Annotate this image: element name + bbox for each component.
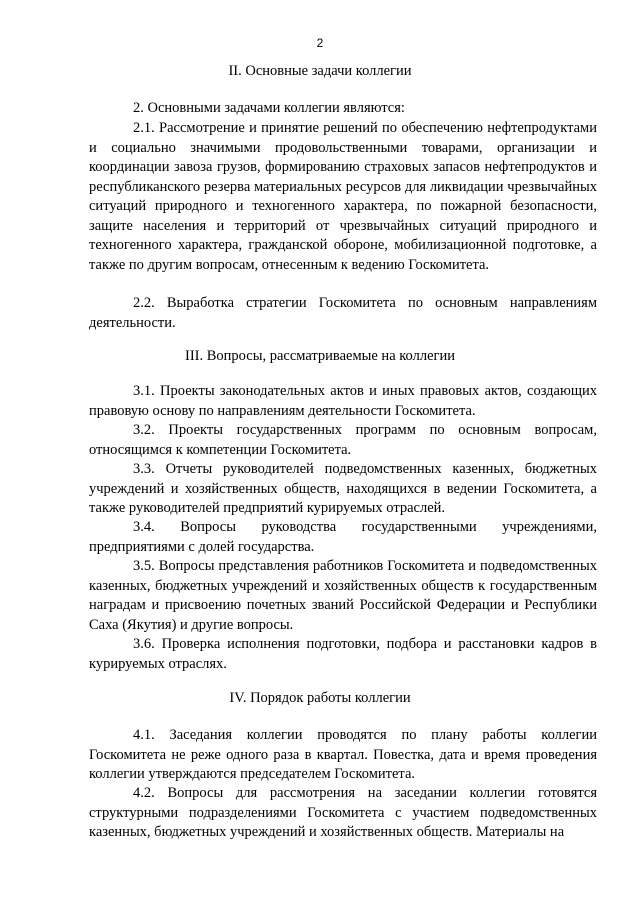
- paragraph-2-intro: 2. Основными задачами коллегии являются:: [133, 100, 405, 116]
- paragraph-4-2: 4.2. Вопросы для рассмотрения на заседании коллегии готовятся структурными подразделениями Госкомитета с участием подведомственных казенных, бюджетных учреждений и хозяйственных обществ. Материалы на: [89, 785, 597, 840]
- page-number: 2: [316, 36, 324, 50]
- paragraph-3-4: 3.4. Вопросы руководства государственными учреждениями, предприятиями с долей государства.: [89, 519, 597, 555]
- paragraph-3-5: 3.5. Вопросы представления работников Госкомитета и подведомственных казенных, бюджетных учреждений и хозяйственных обществ к государственным наградам и присвоению почетных званий Российской Федерации и Республики Саха (Якутия) и другие вопросы.: [89, 558, 597, 633]
- paragraph-3-1: 3.1. Проекты законодательных актов и иных правовых актов, создающих правовую основу по направлениям деятельности Госкомитета.: [89, 383, 597, 419]
- paragraph-3-6: 3.6. Проверка исполнения подготовки, подбора и расстановки кадров в курируемых отраслях.: [89, 636, 597, 672]
- paragraph-2-1: 2.1. Рассмотрение и принятие решений по обеспечению нефтепродуктами и социально значимыми продовольственными товарами, организации и координации завоза грузов, формированию страховых запасов нефтепродуктов и республиканского резерва материальных ресурсов для ликвидации чрезвычайных ситуаций природного и техногенного характера, по пожарной безопасности, защите населения и территорий от чрезвычайных ситуаций природного и техногенного характера, гражданской обороне, мобилизационной подготовке, а также по другим вопросам, отнесенным к ведению Госкомитета.: [89, 120, 597, 273]
- paragraph-2-2: 2.2. Выработка стратегии Госкомитета по основным направлениям деятельности.: [89, 295, 597, 331]
- section-4-heading: IV. Порядок работы коллегии: [229, 690, 411, 706]
- section-3-heading: III. Вопросы, рассматриваемые на коллегии: [185, 348, 455, 364]
- section-2-heading: II. Основные задачи коллегии: [228, 63, 412, 79]
- paragraph-3-2: 3.2. Проекты государственных программ по основным вопросам, относящимся к компетенции Госкомитета.: [89, 422, 597, 458]
- paragraph-4-1: 4.1. Заседания коллегии проводятся по плану работы коллегии Госкомитета не реже одного раза в квартал. Повестка, дата и время проведения коллегии утверждаются председателем Госкомитета.: [89, 727, 597, 782]
- paragraph-3-3: 3.3. Отчеты руководителей подведомственных казенных, бюджетных учреждений и хозяйственных обществ, находящихся в ведении Госкомитета, а также руководителей предприятий курируемых отраслей.: [89, 461, 597, 516]
